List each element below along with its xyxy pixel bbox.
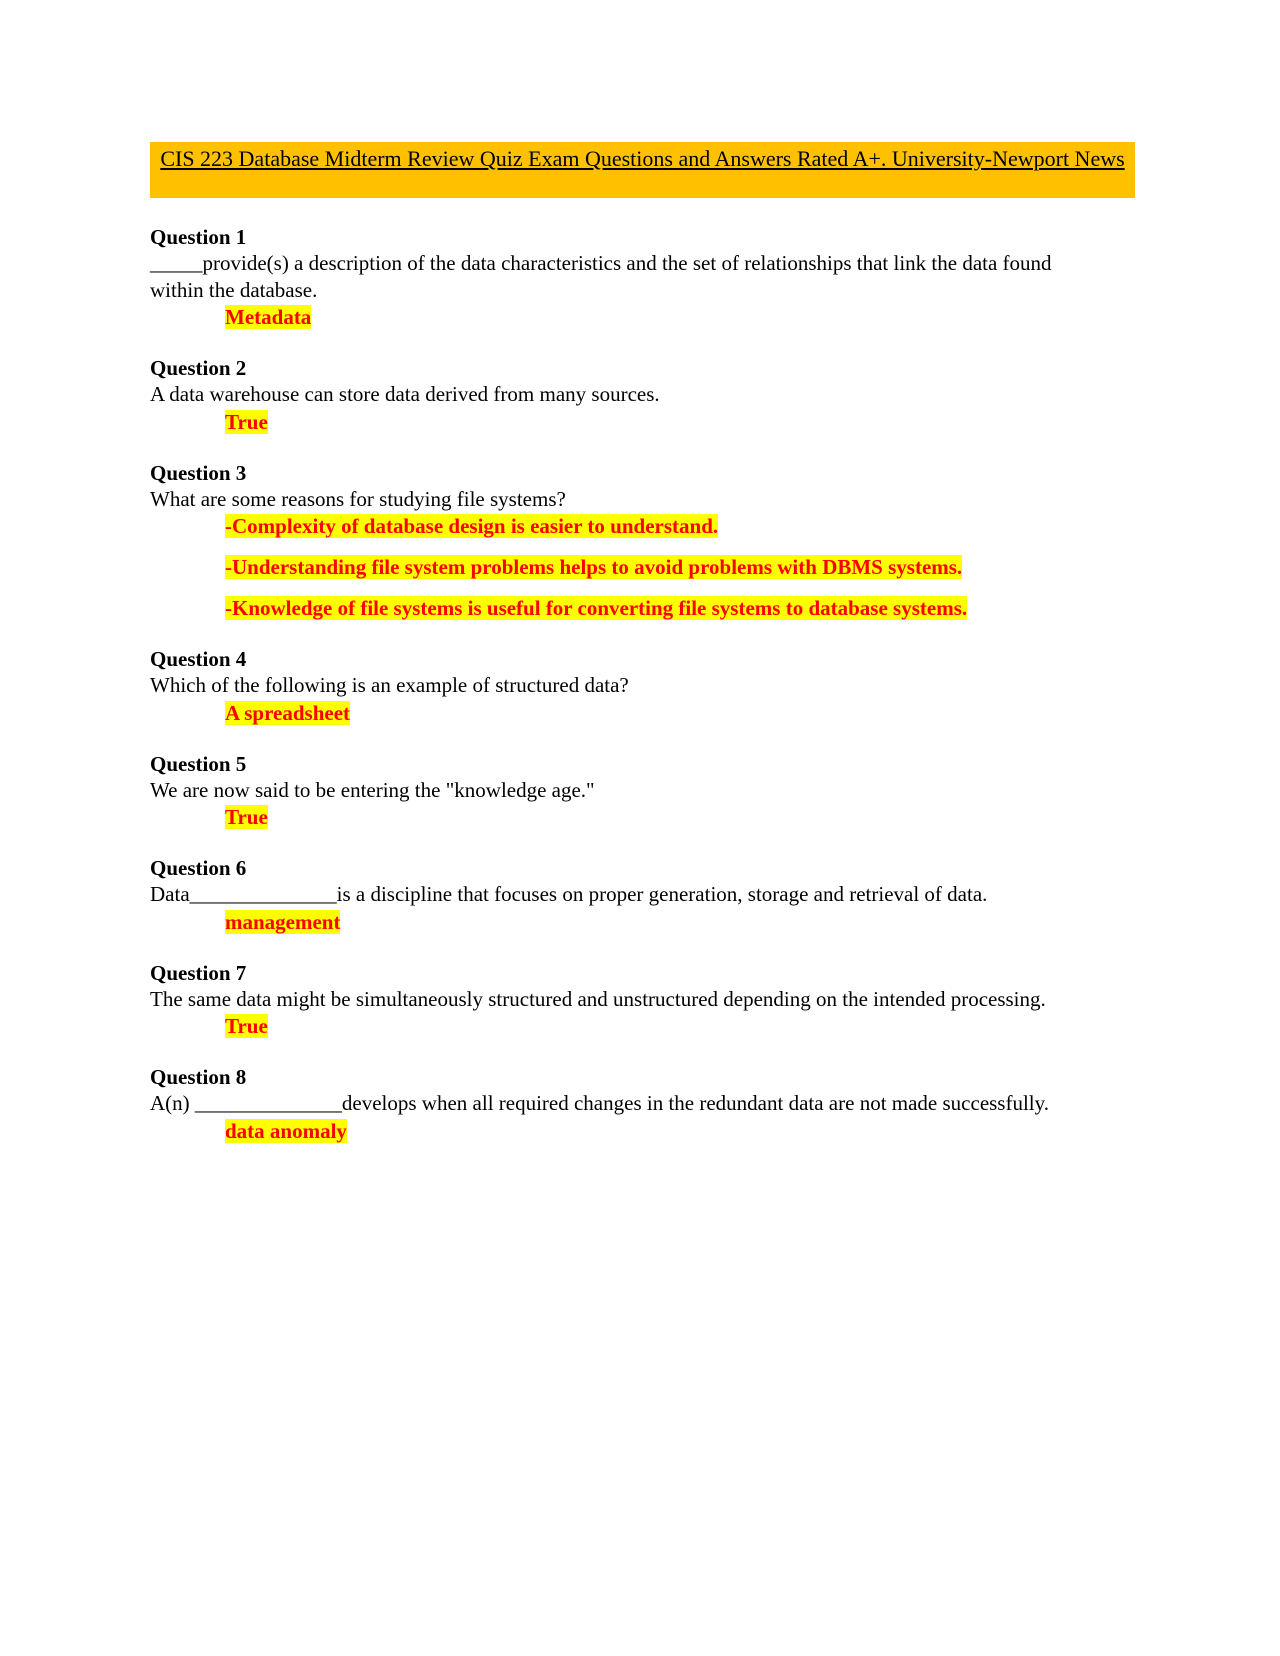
answer-text: -Understanding file system problems helps to avoid problems with DBMS systems.: [225, 555, 963, 579]
answer: [225, 553, 1095, 581]
document-title: CIS 223 Database Midterm Review Quiz Exam Questions and Answers Rated A+. University-Newport News: [160, 146, 1125, 171]
question-text: What are some reasons for studying file systems?: [150, 486, 566, 511]
question-heading: Question 6: [150, 856, 247, 880]
question-2: [150, 355, 1135, 436]
question-heading: Question 7: [150, 960, 247, 985]
answer: [225, 408, 1135, 436]
document-title-banner: [150, 142, 1135, 198]
answer-text: True: [225, 805, 268, 829]
answer: [225, 1117, 1135, 1145]
answer: [225, 512, 1095, 540]
question-text: We are now said to be entering the "knowledge age.": [150, 777, 595, 802]
answer-text: -Complexity of database design is easier to understand.: [225, 514, 719, 538]
answer-text: data anomaly: [225, 1118, 347, 1143]
question-heading: Question 1: [150, 225, 247, 249]
question-8: [150, 1064, 1135, 1145]
question-7: [150, 960, 1135, 1041]
question-heading: Question 4: [150, 647, 247, 671]
question-text: The same data might be simultaneously structured and unstructured depending on the intended processing.: [150, 986, 1046, 1011]
question-text: _____provide(s) a description of the data characteristics and the set of relationships that link the data found within the database.: [150, 251, 1052, 302]
answer-text: True: [225, 409, 268, 434]
question-text: A(n) ______________develops when all required changes in the redundant data are not made successfully.: [150, 1091, 1050, 1115]
document-page: [150, 142, 1135, 1145]
answer: [225, 908, 1135, 936]
question-text: Data______________is a discipline that focuses on proper generation, storage and retrieval of data.: [150, 882, 988, 906]
answer-text: management: [225, 909, 341, 934]
answer: [225, 303, 1135, 331]
question-heading: Question 2: [150, 356, 247, 380]
question-6: [150, 855, 1135, 936]
answer-text: True: [225, 1014, 268, 1038]
answer-text: Metadata: [225, 305, 312, 329]
answer-text: A spreadsheet: [225, 700, 351, 725]
question-heading: Question 3: [150, 460, 247, 485]
question-text: A data warehouse can store data derived from many sources.: [150, 382, 660, 406]
question-heading: Question 5: [150, 751, 247, 776]
question-text: Which of the following is an example of structured data?: [150, 673, 629, 697]
answer: [225, 803, 1135, 831]
question-1: [150, 224, 1135, 331]
answer: [225, 594, 1095, 622]
answer: [225, 1012, 1135, 1040]
question-5: [150, 751, 1135, 832]
question-3: [150, 460, 1135, 623]
question-heading: Question 8: [150, 1065, 247, 1089]
question-4: [150, 646, 1135, 727]
answer: [225, 699, 1135, 727]
answer-text: -Knowledge of file systems is useful for converting file systems to database systems.: [225, 596, 968, 620]
